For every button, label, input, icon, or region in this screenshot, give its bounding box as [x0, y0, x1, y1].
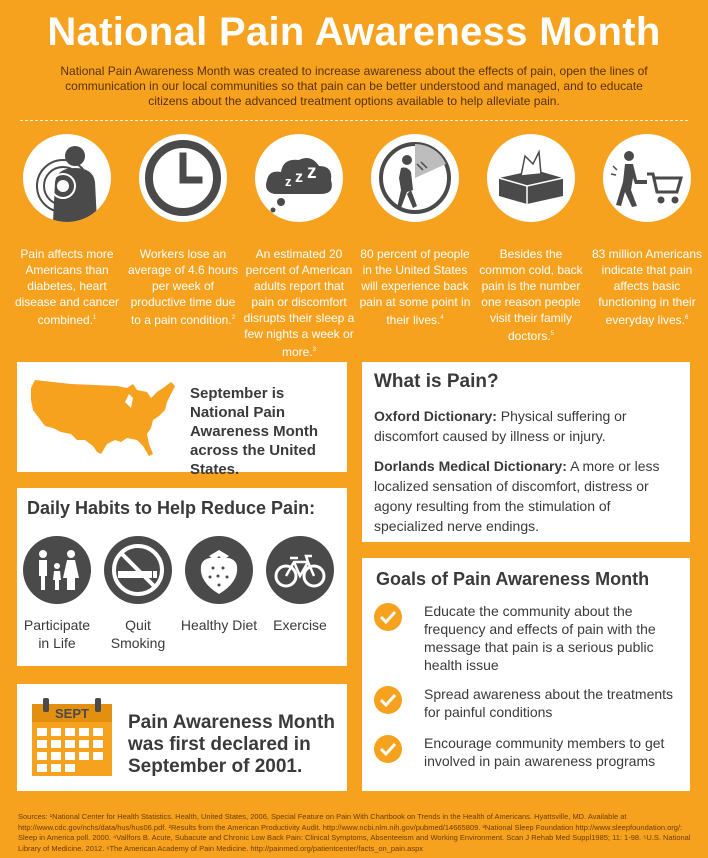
first-declared-message: Pain Awareness Month was first declared in September of 2001.: [128, 712, 335, 777]
habits-heading: Daily Habits to Help Reduce Pain:: [27, 498, 316, 518]
svg-text:z: z: [285, 174, 292, 189]
footnote-ref: 4: [440, 315, 444, 321]
habit-label: Exercise: [273, 617, 327, 633]
calendar-icon: [29, 694, 115, 780]
sleep-cloud-icon: [255, 134, 343, 222]
habit-item: [260, 536, 340, 634]
habit-label: Participate in Life: [23, 617, 91, 651]
calendar-month: SEPT: [55, 706, 89, 721]
sources-footnote: Sources: ¹National Center for Health Statistics. Health, United States, 2006, Special Feature on Pain With Chartbook on Trends in the Health of Americans. Hyattsville, MD. Available at http://www.cdc.gov/nchs/data/hus/hus06.pdf. ²Results from the American Productivity Audit. http://www.ncbi.nlm.nih.gov/pubmed/14665809. ³National Sleep Foundation http://www.sleepfoundation.org/: Sleep in America poll. 2000. ⁴Vallfors B. Acute, Subacute and Chronic Low Back Pain: Clinical Symptoms, Absenteeism and Working Environment. Scan J Rehab Med Suppl1985; 11: 1-98. ⁵U.S. National Library of Medicine. 2012. ⁶The American Academy of Pain Medicine. http://painmed.org/patientcenter/facts_on_pain.aspx: [18, 812, 691, 853]
definition-oxford: [374, 406, 679, 446]
no-smoking-icon: [104, 536, 172, 604]
habit-item: [179, 536, 259, 634]
what-is-pain-heading: What is Pain?: [374, 371, 499, 392]
footnote-ref: 3: [312, 347, 317, 353]
goals-panel: [362, 558, 690, 791]
stat-item: [127, 134, 239, 328]
tissue-box-icon: [487, 134, 575, 222]
definition-dorlands: [374, 456, 679, 536]
definition-term: Dorlands Medical Dictionary:: [374, 458, 567, 474]
footnote-ref: 1: [93, 315, 97, 321]
bicycle-icon: [266, 536, 334, 604]
stat-item: [11, 134, 123, 328]
stat-item: [475, 134, 587, 344]
checkmark-icon: [374, 603, 402, 631]
svg-text:z: z: [307, 162, 317, 183]
habit-label: Healthy Diet: [180, 617, 258, 633]
back-pain-pie-icon: [371, 134, 459, 222]
footnote-ref: 6: [685, 315, 689, 321]
goal-text: Spread awareness about the treatments for painful conditions: [424, 686, 674, 720]
stat-text: Pain affects more Americans than diabetes, heart disease and cancer combined.: [14, 247, 120, 327]
stat-text: 80 percent of people in the United States will experience back pain at some point in their lives.: [359, 247, 471, 327]
goal-text: Educate the community about the frequency and effects of pain with the message that pain is a serious public health issue: [424, 603, 656, 673]
checkmark-icon: [374, 735, 402, 763]
stat-text: An estimated 20 percent of American adults report that pain or discomfort disrupts their sleep a few nights a week or more.: [243, 247, 355, 359]
first-declared-panel: [17, 684, 347, 791]
september-message: September is National Pain Awareness Month across the United States.: [190, 385, 319, 478]
definition-text: A more or less localized sensation of discomfort, distress or agony resulting from the stimulation of specialized nerve endings.: [374, 458, 660, 534]
stat-item: [359, 134, 471, 328]
stat-text: Besides the common cold, back pain is the number one reason people visit their family doctors.: [479, 247, 583, 343]
clock-icon: [139, 134, 227, 222]
definition-text: Physical suffering or discomfort caused by illness or injury.: [374, 408, 627, 444]
usa-map-icon: [25, 374, 185, 460]
habit-label: Quit Smoking: [110, 617, 166, 651]
stat-item: [591, 134, 703, 328]
family-icon: [23, 536, 91, 604]
goal-text: Encourage community members to get involved in pain awareness programs: [424, 735, 665, 769]
goals-heading: Goals of Pain Awareness Month: [376, 569, 650, 589]
divider: [20, 120, 688, 121]
intro-text: National Pain Awareness Month was created to increase awareness about the effects of pain, open the lines of communication in our local communities so that pain can be better understood and managed, and to educate citizens about the advanced treatment options available to help alleviate pain.: [60, 64, 648, 108]
september-panel: [17, 362, 347, 478]
svg-text:z: z: [295, 169, 303, 186]
habit-item: [98, 536, 178, 652]
footnote-ref: 2: [231, 315, 236, 321]
daily-habits-panel: [17, 488, 347, 666]
definition-term: Oxford Dictionary:: [374, 408, 497, 424]
footnote-ref: 5: [550, 331, 555, 337]
what-is-pain-panel: [362, 362, 690, 542]
habit-item: [17, 536, 97, 652]
stat-text: Workers lose an average of 4.6 hours per week of productive time due to a pain condition.: [127, 247, 239, 327]
stat-item: [243, 134, 355, 360]
page-title: National Pain Awareness Month: [47, 10, 661, 54]
checkmark-icon: [374, 686, 402, 714]
strawberry-icon: [185, 536, 253, 604]
shopping-cart-person-icon: [603, 134, 691, 222]
stat-text: 83 million Americans indicate that pain affects basic functioning in their everyday lives.: [591, 247, 703, 327]
body-pain-icon: [23, 134, 111, 222]
